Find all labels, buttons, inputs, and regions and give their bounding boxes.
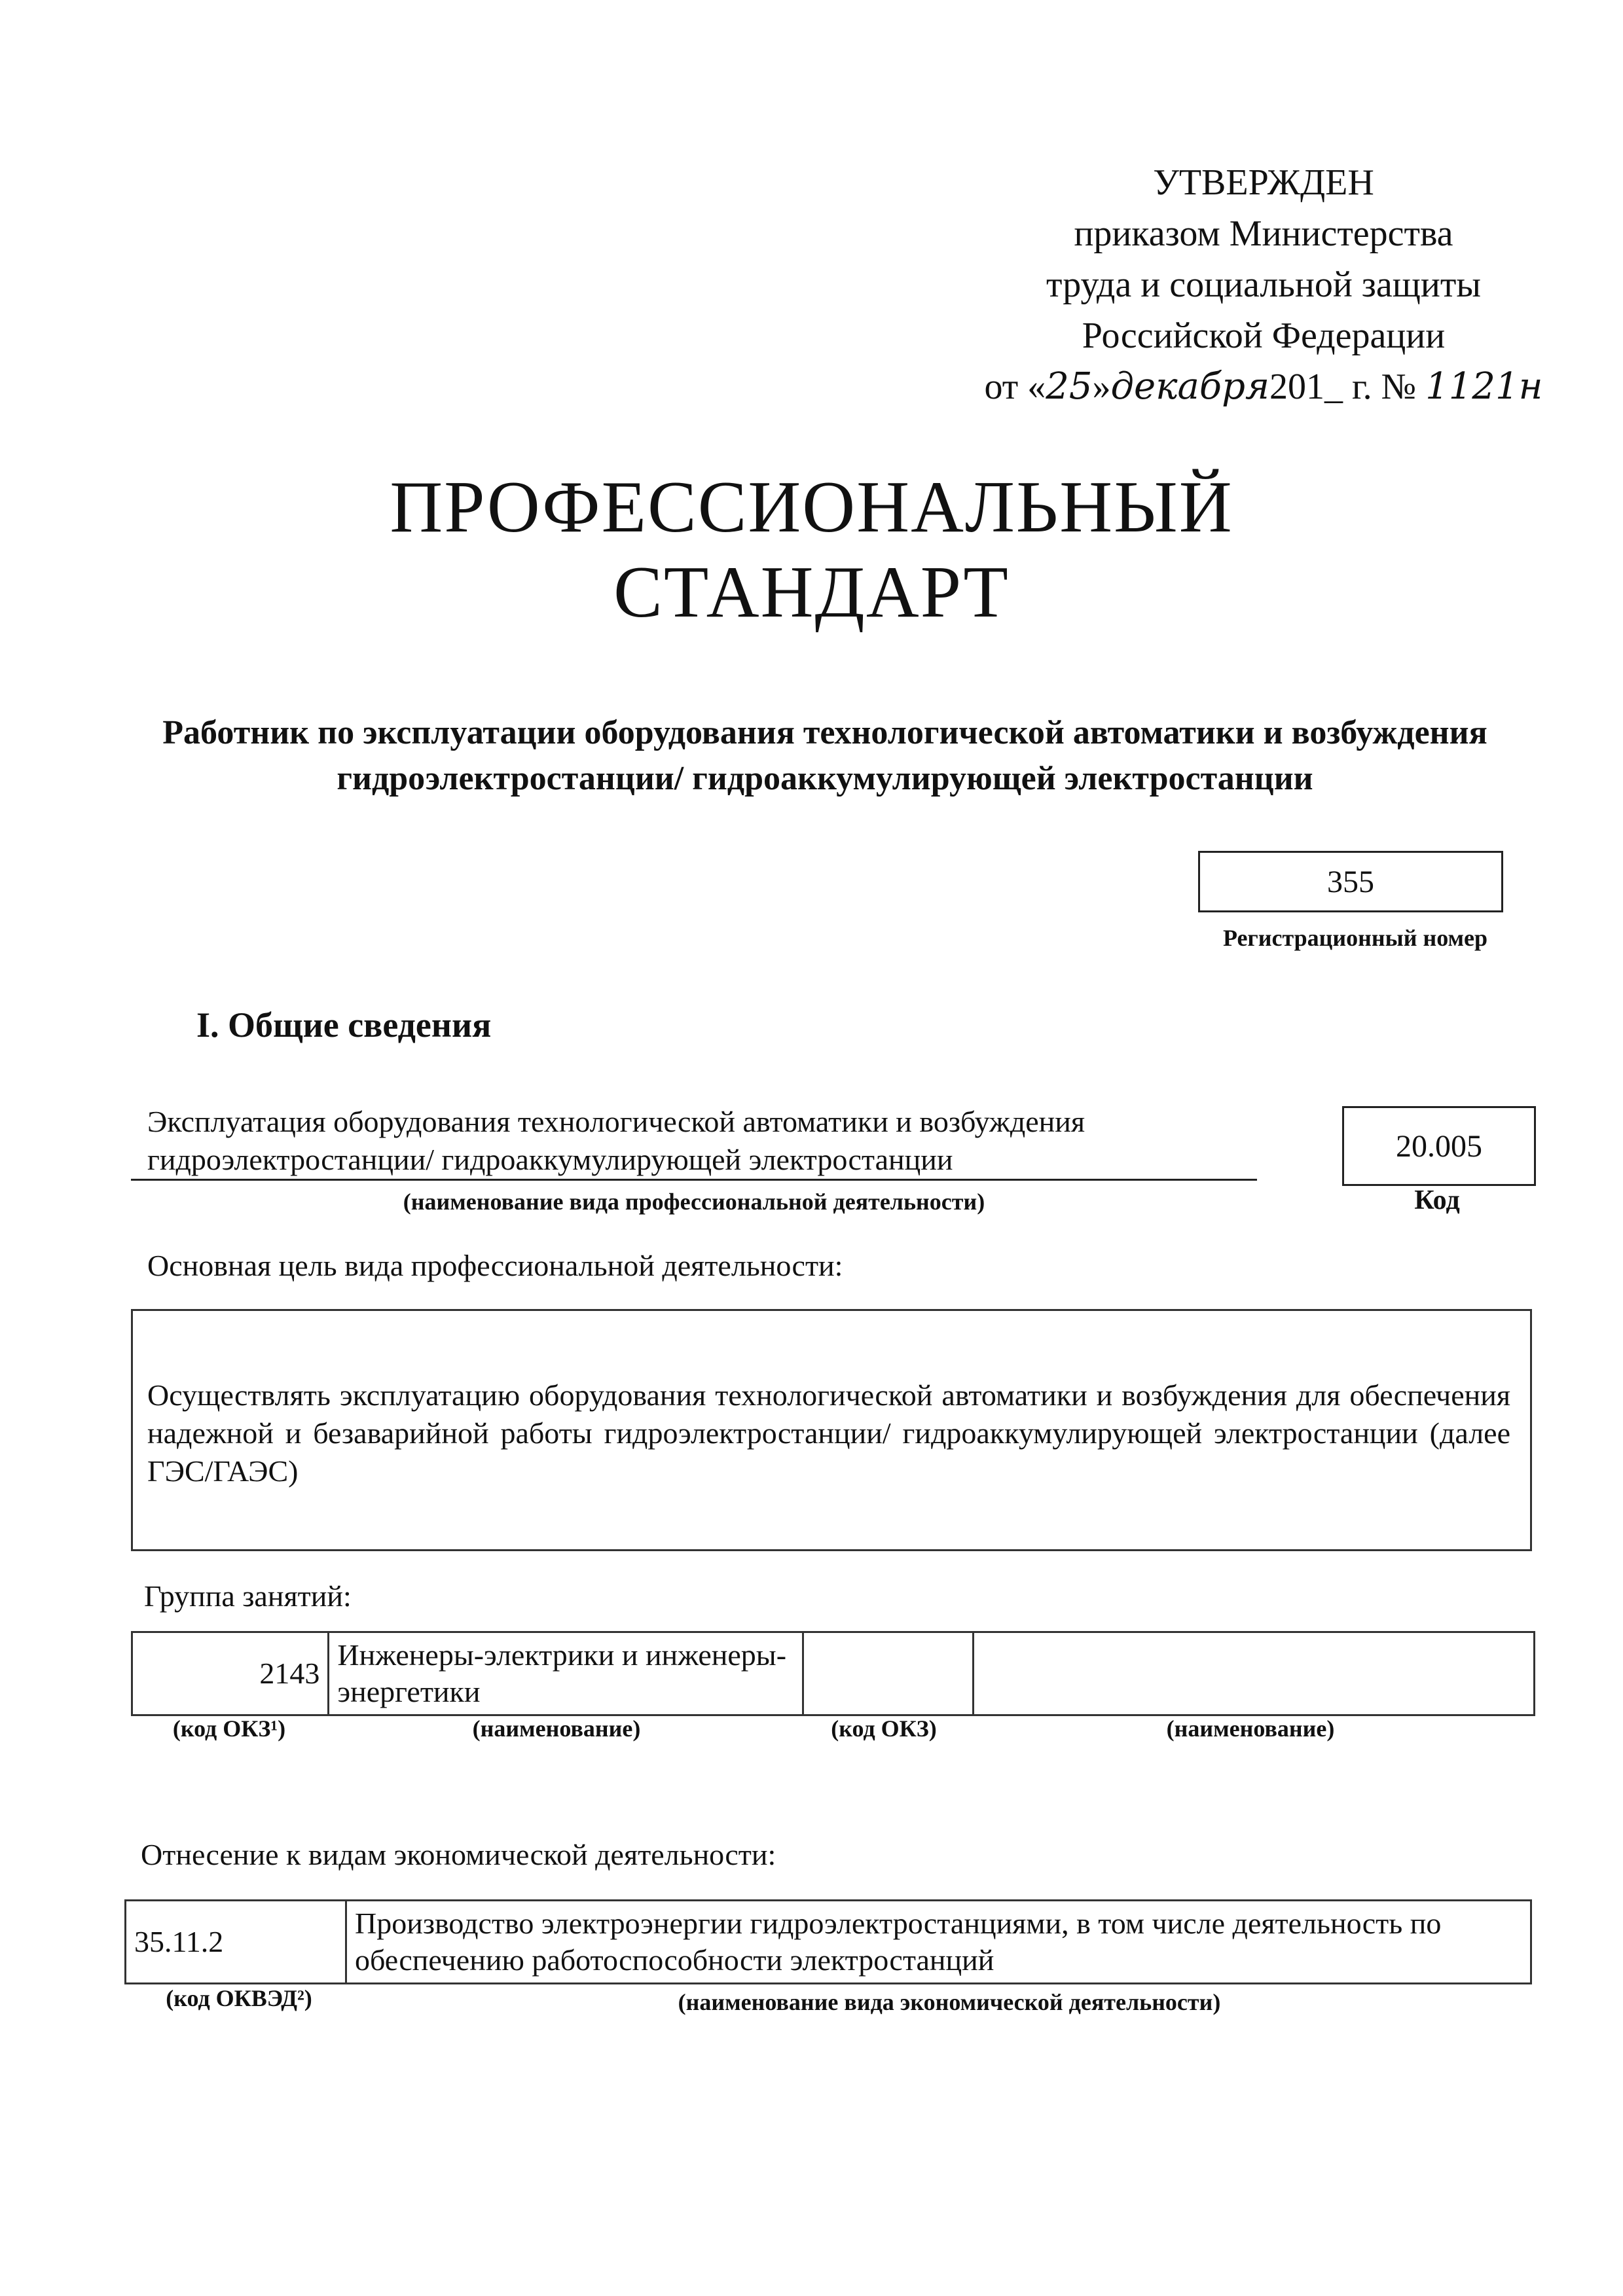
registration-number-box: [1198, 851, 1503, 912]
section-heading: I. Общие сведения: [196, 1005, 492, 1045]
approval-line-order: приказом Министерства: [1074, 213, 1453, 254]
code-caption: Код: [1414, 1185, 1460, 1215]
activity-code-box: [1342, 1106, 1536, 1186]
date-month-handwritten: декабря: [1110, 365, 1270, 408]
okved-name-caption: (наименование вида экономической деятельности): [678, 1989, 1221, 2015]
okz-name2-cell: [974, 1632, 1535, 1715]
okz-code-cell: 2143: [132, 1632, 329, 1715]
okved-code-cell: 35.11.2: [126, 1901, 346, 1984]
economic-label: Отнесение к видам экономической деятельности:: [141, 1838, 776, 1871]
okz-code-caption: (код ОКЗ¹): [172, 1715, 286, 1742]
table-row: [126, 1901, 1531, 1984]
okved-name-cell: Производство электроэнергии гидроэлектростанциями, в том числе деятельность по обеспечению работоспособности электростанций: [346, 1901, 1531, 1984]
registration-number: 355: [1327, 864, 1374, 899]
title-line-1: ПРОФЕССИОНАЛЬНЫЙ: [390, 467, 1233, 548]
date-mid: »: [1092, 367, 1111, 407]
okz-name-cell: Инженеры-электрики и инженеры-энергетики: [329, 1632, 803, 1715]
okz-code2-caption: (код ОКЗ): [831, 1715, 937, 1742]
goal-label: Основная цель вида профессиональной деятельности:: [147, 1249, 843, 1282]
group-label: Группа занятий:: [144, 1579, 352, 1613]
occupation-group-table: [131, 1631, 1535, 1716]
activity-code: 20.005: [1396, 1128, 1482, 1164]
goal-box: [131, 1309, 1532, 1551]
approval-line-federation: Российской Федерации: [1082, 315, 1446, 356]
registration-caption: Регистрационный номер: [1222, 925, 1488, 951]
approval-block: [982, 157, 1545, 412]
standard-name: Работник по эксплуатации оборудования технологической автоматики и возбуждения гидроэлектростанции/ гидроаккумулирующей электростанции: [162, 714, 1487, 797]
goal-text: Осуществлять эксплуатацию оборудования технологической автоматики и возбуждения для обеспечения надежной и безаварийной работы гидроэлектростанции/ гидроаккумулирующей электростанции (далее ГЭС/ГАЭС): [147, 1378, 1510, 1488]
okved-code-caption: (код ОКВЭД²): [166, 1985, 312, 2011]
date-prefix: от «: [984, 367, 1046, 407]
approval-line-ministry: труда и социальной защиты: [1046, 264, 1481, 305]
okz-name-caption: (наименование): [472, 1715, 641, 1742]
activity-caption: (наименование вида профессиональной деятельности): [403, 1189, 985, 1215]
activity-name: Эксплуатация оборудования технологической автоматики и возбуждения гидроэлектростанции/ гидроаккумулирующей электростанции: [131, 1103, 1257, 1181]
okz-name2-caption: (наименование): [1166, 1715, 1335, 1742]
date-day-handwritten: 25: [1046, 365, 1093, 408]
date-year: 201_ г. №: [1269, 367, 1417, 407]
economic-activity-table: [124, 1899, 1532, 1984]
approval-date-line: [982, 361, 1545, 412]
approval-line-approved: УТВЕРЖДЕН: [1153, 162, 1374, 203]
page-title: [0, 465, 1623, 635]
title-line-2: СТАНДАРТ: [613, 552, 1010, 633]
table-row: [132, 1632, 1535, 1715]
order-number-handwritten: 1121н: [1425, 365, 1543, 408]
okz-code2-cell: [803, 1632, 974, 1715]
